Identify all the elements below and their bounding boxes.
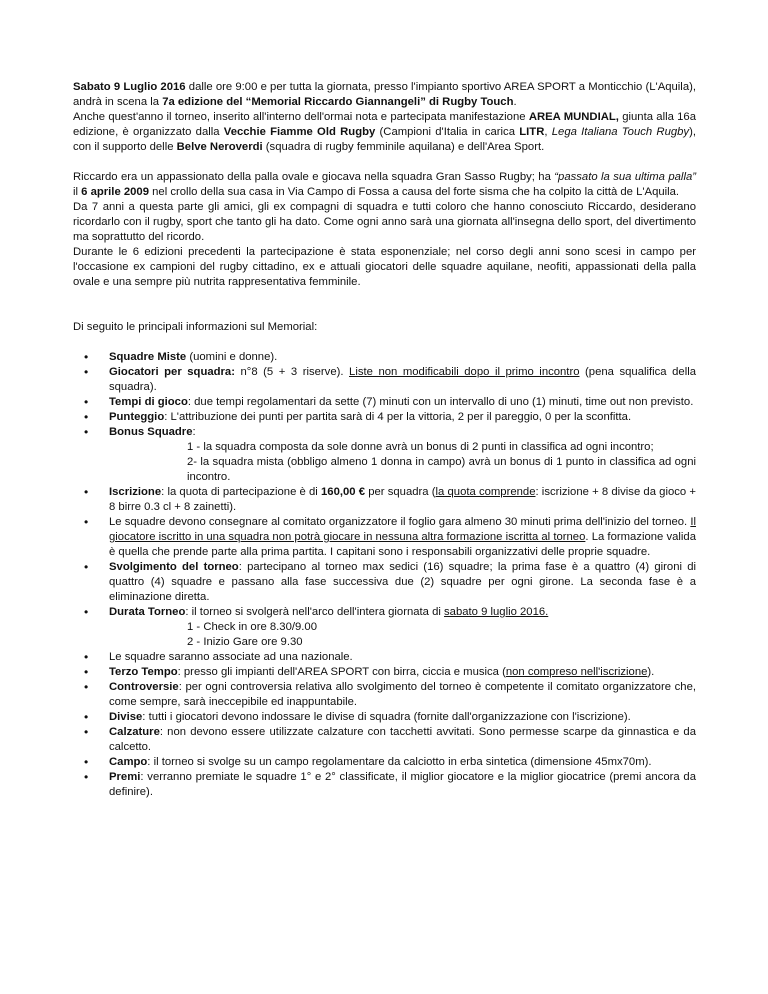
list-item-premi: • Premi: verranno premiate le squadre 1° e 2° classificate, il miglior giocatore e la miglior giocatrice (premi ancora da definire). (73, 770, 696, 800)
rules-list (73, 350, 696, 800)
info-heading: Di seguito le principali informazioni sul Memorial: (73, 321, 318, 333)
list-item-durata: • Durata Torneo: il torneo si svolgerà nell'arco dell'intera giornata di sabato 9 luglio 2016. 1 - Check in ore 8.30/9.00 2 - Inizio Gare ore 9.30 (73, 605, 696, 650)
story-paragraph-1: Riccardo era un appassionato della palla ovale e giocava nella squadra Gran Sasso Rugby; ha “passato la sua ultima palla” il 6 aprile 2009 nel crollo della sua casa in Via Campo di Fossa a causa del forte sisma che ha colpito la città de L'Aquila. (73, 171, 696, 198)
list-item-iscrizione: • Iscrizione: la quota di partecipazione è di 160,00 € per squadra (la quota comprende: iscrizione + 8 divise da gioco + 8 birre 0.3 cl + 8 zainetti). (73, 485, 696, 515)
list-item-divise: • Divise: tutti i giocatori devono indossare le divise di squadra (fornite dall'organizzazione con l'iscrizione). (73, 710, 696, 725)
story-paragraph-2: Da 7 anni a questa parte gli amici, gli ex compagni di squadra e tutti coloro che hanno conosciuto Riccardo, desiderano ricordarlo con il rugby, sport che tanto gli ha dato. Come ogni anno sarà una giornata all'insegna dello sport, del divertimento ma soprattutto del ricordo. (73, 201, 696, 243)
list-item-giocatori: • Giocatori per squadra: n°8 (5 + 3 riserve). Liste non modificabili dopo il primo incontro (pena squalifica della squadra). (73, 365, 696, 395)
list-item-tempi: • Tempi di gioco: due tempi regolamentari da sette (7) minuti con un intervallo di uno (1) minuti, time out non previsto. (73, 395, 696, 410)
list-item-campo: • Campo: il torneo si svolge su un campo regolamentare da calciotto in erba sintetica (dimensione 45mx70m). (73, 755, 696, 770)
list-item-calzature: • Calzature: non devono essere utilizzate calzature con tacchetti avvitati. Sono permesse scarpe da ginnastica e da calcetto. (73, 725, 696, 755)
document-body (73, 80, 696, 800)
list-item-bonus: • Bonus Squadre: 1 - la squadra composta da sole donne avrà un bonus di 2 punti in classifica ad ogni incontro; 2- la squadra mista (obbligo almeno 1 donna in campo) avrà un bonus di 1 punto in classifica ad ogni incontro. (73, 425, 696, 485)
list-item-controversie: • Controversie: per ogni controversia relativa allo svolgimento del torneo è competente il comitato organizzatore che, come sempre, sarà ineccepibile ed inappuntabile. (73, 680, 696, 710)
story-paragraph-3: Durante le 6 edizioni precedenti la partecipazione è stata esponenziale; nel corso degli anni sono scesi in campo per l'occasione ex campioni del rugby cittadino, ex e attuali giocatori delle squadre aquilane, neofiti, appassionati della palla ovale e una sempre più nutrita rappresentativa femminile. (73, 246, 696, 288)
story-quote: “passato la sua ultima palla” (554, 171, 696, 183)
list-item-punteggio: • Punteggio: L'attribuzione dei punti per partita sarà di 4 per la vittoria, 2 per il pareggio, 0 per la sconfitta. (73, 410, 696, 425)
list-item-nazionale: • Le squadre saranno associate ad una nazionale. (73, 650, 696, 665)
list-item-terzo-tempo: • Terzo Tempo: presso gli impianti dell'AREA SPORT con birra, ciccia e musica (non compreso nell'iscrizione). (73, 665, 696, 680)
durata-sub-1: 1 - Check in ore 8.30/9.00 (187, 621, 317, 633)
area-mundial: AREA MUNDIAL, (528, 111, 619, 123)
bonus-sub-2: 2- la squadra mista (obbligo almeno 1 donna in campo) avrà un bonus di 1 punto in classifica ad ogni incontro. (187, 456, 696, 483)
edition-title: 7a edizione del “Memorial Riccardo Giannangeli” di Rugby Touch (162, 96, 514, 108)
list-item-consegna: • Le squadre devono consegnare al comitato organizzatore il foglio gara almeno 30 minuti prima dell'inizio del torneo. Il giocatore iscritto in una squadra non potrà giocare in nessuna altra formazione iscritta al torneo. La formazione valida è quella che prende parte alla prima partita. I capitani sono i responsabili organizzativi delle proprie squadre. (73, 515, 696, 560)
bonus-sub-1: 1 - la squadra composta da sole donne avrà un bonus di 2 punti in classifica ad ogni incontro; (187, 441, 654, 453)
memorial-date: 6 aprile 2009 (81, 186, 150, 198)
list-item-squadre: • Squadre Miste (uomini e donne). (73, 350, 696, 365)
organizer-name: Vecchie Fiamme Old Rugby (223, 126, 376, 138)
intro-paragraph-2: Anche quest'anno il torneo, inserito all'interno dell'ormai nota e partecipata manifestazione AREA MUNDIAL, giunta alla 16a edizione, è organizzato dalla Vecchie Fiamme Old Rugby (Campioni d'Italia in carica LITR, Lega Italiana Touch Rugby), con il supporto delle Belve Neroverdi (squadra di rugby femminile aquilana) e dell'Area Sport. (73, 111, 697, 153)
intro-paragraph-1: Sabato 9 Luglio 2016 dalle ore 9:00 e per tutta la giornata, presso l'impianto sportivo AREA SPORT a Monticchio (L'Aquila), andrà in scena la 7a edizione del “Memorial Riccardo Giannangeli” di Rugby Touch. (73, 81, 697, 108)
fee-price: 160,00 € (321, 486, 366, 498)
durata-sub-2: 2 - Inizio Gare ore 9.30 (187, 636, 303, 648)
list-item-svolgimento: • Svolgimento del torneo: partecipano al torneo max sedici (16) squadre; la prima fase è a quattro (4) gironi di quattro (4) squadre e passano alla fase successiva due (2) squadre per ogni girone. La seconda fase è a eliminazione diretta. (73, 560, 696, 605)
event-date: Sabato 9 Luglio 2016 (73, 81, 186, 93)
league-name: Lega Italiana Touch Rugby (551, 126, 690, 138)
litr-abbr: LITR (519, 126, 545, 138)
supporter-name: Belve Neroverdi (176, 141, 263, 153)
